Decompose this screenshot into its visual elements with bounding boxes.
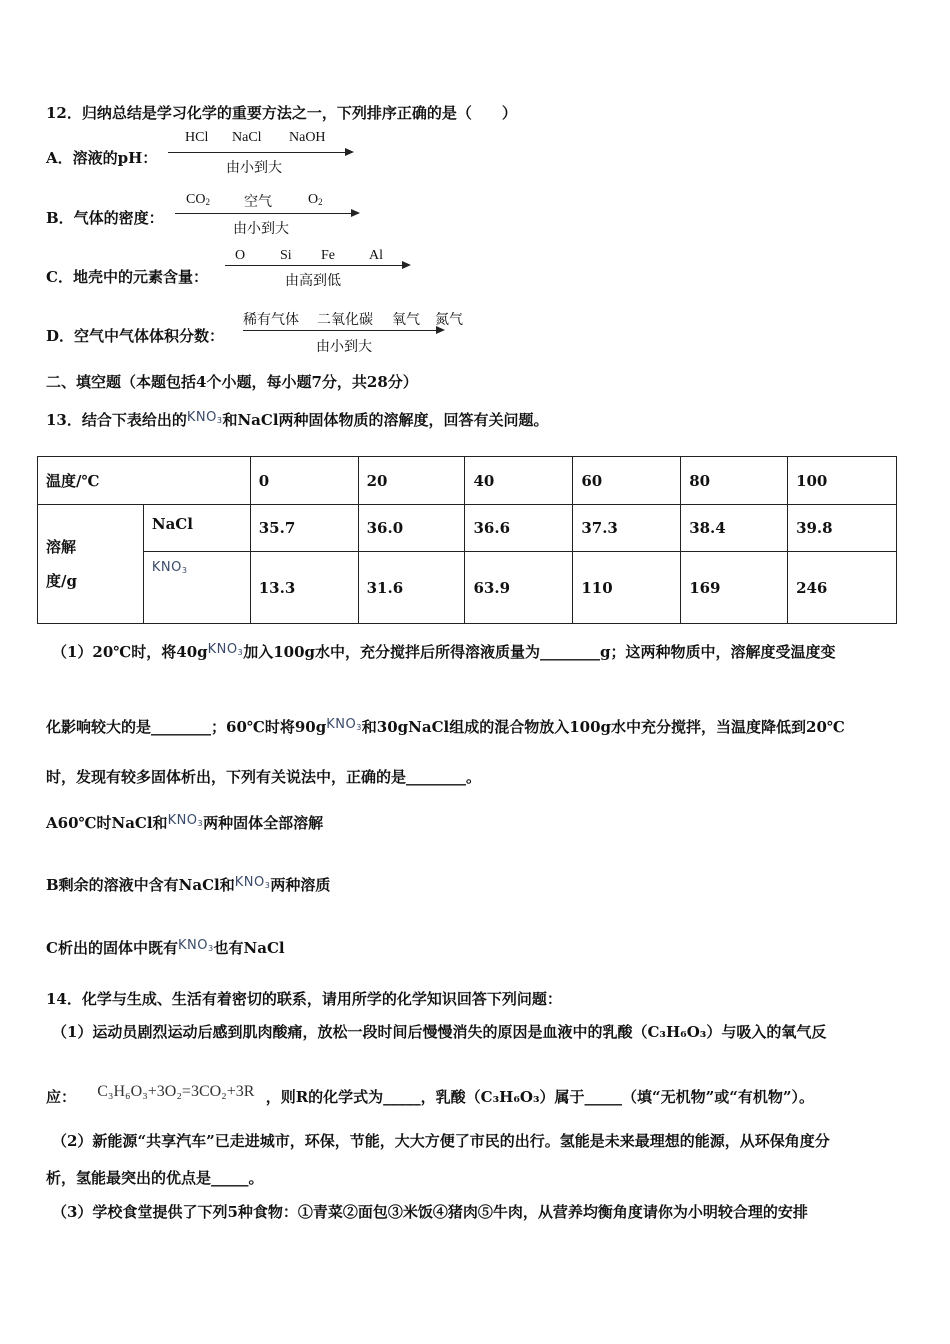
- q12-option-b-label: B．气体的密度：: [46, 209, 164, 227]
- q13-part-1-line-3: 时，发现有较多固体析出，下列有关说法中，正确的是________。: [46, 768, 482, 786]
- q14-part-1-line-1: （1）运动员剧烈运动后感到肌肉酸痛，放松一段时间后慢慢消失的原因是血液中的乳酸（C₃H₆O₃）与吸入的氧气反: [52, 1023, 827, 1041]
- q13-part-1-line-1: （1）20℃时，将40gKNO3加入100g水中，充分搅拌后所得溶液质量为________g；这两种物质中，溶解度受温度变: [52, 642, 836, 661]
- q12-c-item-1: O: [235, 248, 246, 263]
- q13-option-c: C析出的固体中既有KNO3也有NaCl: [46, 938, 285, 957]
- q13-part-1-line-2: 化影响较大的是________；60℃时将90gKNO3和30gNaCl组成的混合物放入100g水中充分搅拌，当温度降低到20℃: [46, 717, 845, 736]
- kno3-label: KNO3: [143, 552, 250, 624]
- q12-stem: 12．归纳总结是学习化学的重要方法之一，下列排序正确的是（ ）: [46, 104, 517, 122]
- q12-option-a-label: A．溶液的pH：: [46, 149, 158, 167]
- q12-c-order: 由高到低: [285, 273, 341, 289]
- q12-c-item-2: Si: [280, 248, 292, 263]
- temp-cell: 100: [788, 457, 897, 505]
- kno3-cell: 31.6: [358, 552, 465, 624]
- q12-b-arrow: [175, 213, 358, 214]
- q12-c-item-3: Fe: [321, 248, 335, 263]
- solubility-table: [37, 456, 897, 624]
- q12-a-item-2: NaCl: [232, 130, 262, 145]
- kno3-cell: 13.3: [250, 552, 358, 624]
- q12-d-item-4: 氮气: [435, 312, 463, 328]
- nacl-cell: 36.0: [358, 505, 465, 552]
- q14-part-2-line-1: （2）新能源“共享汽车”已走进城市，环保，节能，大大方便了市民的出行。氢能是未来最理想的能源，从环保角度分: [52, 1132, 830, 1150]
- q12-d-item-2: 二氧化碳: [317, 312, 373, 328]
- section-2-title: 二、填空题（本题包括4个小题，每小题7分，共28分）: [46, 373, 418, 391]
- reaction-equation: C₃H₆O₃+3O₂=3CO₂+3R: [97, 1083, 255, 1100]
- q13-option-a: A60℃时NaCl和KNO3两种固体全部溶解: [46, 813, 324, 832]
- table-row-kno3: [38, 552, 897, 624]
- q12-b-item-1: $CO_2$: [186, 192, 210, 207]
- kno3-formula: KNO3: [186, 410, 223, 425]
- q12-a-arrow: [168, 152, 352, 153]
- kno3-cell: 110: [573, 552, 681, 624]
- table-row-nacl: [38, 505, 897, 552]
- temp-cell: 40: [465, 457, 573, 505]
- q12-d-item-1: 稀有气体: [243, 312, 299, 328]
- q13-stem: 13．结合下表给出的KNO3和NaCl两种固体物质的溶解度，回答有关问题。: [46, 410, 549, 429]
- q12-b-order: 由小到大: [233, 221, 289, 237]
- q14-part-3-line-1: （3）学校食堂提供了下列5种食物：①青菜②面包③米饭④猪肉⑤牛肉，从营养均衡角度请你为小明较合理的安排: [52, 1203, 808, 1221]
- q12-option-c-label: C．地壳中的元素含量：: [46, 268, 208, 286]
- kno3-cell: 63.9: [465, 552, 573, 624]
- temp-cell: 0: [250, 457, 358, 505]
- q12-a-item-3: NaOH: [289, 130, 326, 145]
- solubility-header: 溶解 度/g: [38, 505, 144, 624]
- q12-d-arrow: [243, 330, 443, 331]
- nacl-cell: 37.3: [573, 505, 681, 552]
- q12-d-item-3: 氧气: [392, 312, 420, 328]
- q14-stem: 14．化学与生成、生活有着密切的联系，请用所学的化学知识回答下列问题：: [46, 990, 562, 1008]
- q12-b-item-2: 空气: [244, 194, 272, 210]
- q12-option-d-label: D．空气中气体体积分数：: [46, 327, 225, 345]
- q14-part-2-line-2: 析，氢能最突出的优点是_____。: [46, 1169, 264, 1187]
- table-row-temperature: [38, 457, 897, 505]
- temp-header: 温度/℃: [38, 457, 251, 505]
- temp-cell: 80: [681, 457, 788, 505]
- q12-c-item-4: Al: [369, 248, 383, 263]
- nacl-cell: 38.4: [681, 505, 788, 552]
- q12-a-item-1: HCl: [185, 130, 209, 145]
- kno3-cell: 246: [788, 552, 897, 624]
- nacl-cell: 39.8: [788, 505, 897, 552]
- nacl-cell: 35.7: [250, 505, 358, 552]
- kno3-cell: 169: [681, 552, 788, 624]
- q12-d-order: 由小到大: [316, 339, 372, 355]
- q12-c-arrow: [225, 265, 409, 266]
- nacl-cell: 36.6: [465, 505, 573, 552]
- q14-part-1-line-2: 应： C₃H₆O₃+3O₂=3CO₂+3R ，则R的化学式为_____，乳酸（C₃H₆O₃）属于_____（填“无机物”或“有机物”）。: [46, 1083, 815, 1106]
- nacl-label: NaCl: [143, 505, 250, 552]
- q12-a-order: 由小到大: [226, 160, 282, 176]
- q12-b-item-3: $O_2$: [308, 192, 323, 207]
- q13-option-b: B剩余的溶液中含有NaCl和KNO3两种溶质: [46, 875, 331, 894]
- temp-cell: 60: [573, 457, 681, 505]
- temp-cell: 20: [358, 457, 465, 505]
